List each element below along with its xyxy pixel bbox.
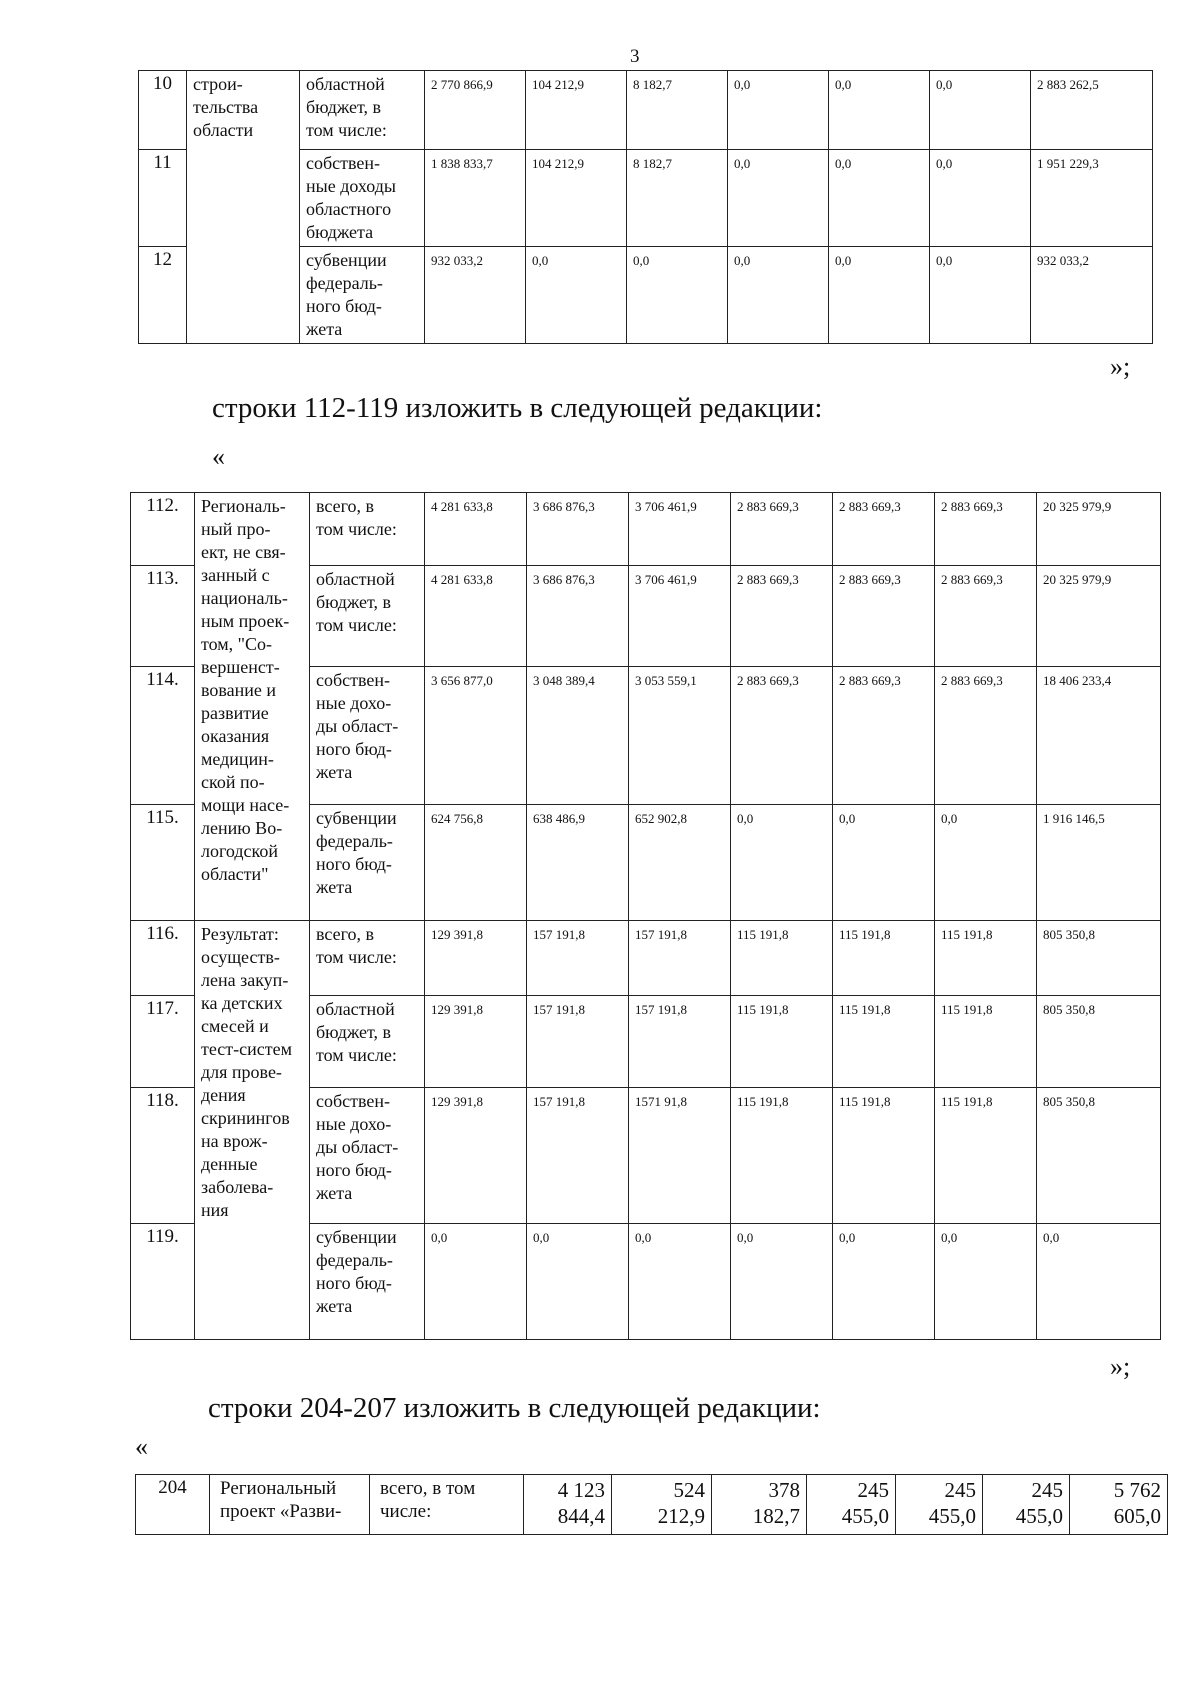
value-cell: 3 053 559,1: [629, 667, 731, 805]
value-cell: 104 212,9: [526, 71, 627, 150]
value-cell: 0,0: [829, 150, 930, 247]
total-cell: 18 406 233,4: [1037, 667, 1161, 805]
value-cell: 129 391,8: [425, 1088, 527, 1224]
value-cell: 115 191,8: [935, 1088, 1037, 1224]
total-cell: 1 951 229,3: [1031, 150, 1153, 247]
value-cell: 115 191,8: [935, 996, 1037, 1088]
value-cell: 2 883 669,3: [731, 566, 833, 667]
value-cell: 0,0: [425, 1224, 527, 1340]
value-cell: 115 191,8: [731, 1088, 833, 1224]
value-cell: 0,0: [627, 247, 728, 344]
total-cell: 805 350,8: [1037, 996, 1161, 1088]
value-cell: 2 883 669,3: [935, 493, 1037, 566]
section-name: строи- тельства области: [187, 71, 300, 344]
value-cell: 115 191,8: [833, 921, 935, 996]
total-cell: 2 883 262,5: [1031, 71, 1153, 150]
total-cell: 5 762 605,0: [1070, 1475, 1168, 1535]
total-cell: 805 350,8: [1037, 921, 1161, 996]
value-cell: 624 756,8: [425, 805, 527, 921]
value-cell: 0,0: [728, 247, 829, 344]
row-number: 115.: [131, 805, 195, 921]
budget-table-rows-112-119: [130, 492, 1161, 1340]
closing-quote: »;: [1110, 1352, 1131, 1381]
value-cell: 0,0: [930, 71, 1031, 150]
value-cell: 3 686 876,3: [527, 493, 629, 566]
value-cell: 638 486,9: [527, 805, 629, 921]
opening-quote: «: [212, 442, 225, 471]
value-cell: 3 048 389,4: [527, 667, 629, 805]
value-cell: 3 706 461,9: [629, 566, 731, 667]
value-cell: 115 191,8: [731, 921, 833, 996]
row-number: 112.: [131, 493, 195, 566]
row-number: 204: [136, 1475, 210, 1535]
value-cell: 2 883 669,3: [833, 493, 935, 566]
table-row: [136, 1475, 1168, 1535]
funding-source: собствен- ные доходы областного бюджета: [300, 150, 425, 247]
funding-source: собствен- ные дохо- ды област- ного бюд- жета: [310, 667, 425, 805]
funding-source: субвенции федераль- ного бюд- жета: [310, 1224, 425, 1340]
funding-source: областной бюджет, в том числе:: [310, 566, 425, 667]
row-number: 12: [139, 247, 187, 344]
opening-quote: «: [135, 1432, 148, 1461]
value-cell: 2 883 669,3: [731, 493, 833, 566]
value-cell: 104 212,9: [526, 150, 627, 247]
value-cell: 4 123 844,4: [524, 1475, 612, 1535]
section-heading: строки 204-207 изложить в следующей редакции:: [208, 1392, 821, 1424]
value-cell: 0,0: [527, 1224, 629, 1340]
value-cell: 157 191,8: [527, 1088, 629, 1224]
project-name: Региональный проект «Разви-: [210, 1475, 370, 1535]
page-number: 3: [630, 46, 640, 67]
value-cell: 0,0: [526, 247, 627, 344]
value-cell: 8 182,7: [627, 150, 728, 247]
total-cell: 1 916 146,5: [1037, 805, 1161, 921]
value-cell: 0,0: [930, 150, 1031, 247]
value-cell: 0,0: [833, 805, 935, 921]
value-cell: 4 281 633,8: [425, 566, 527, 667]
funding-source: собствен- ные дохо- ды област- ного бюд- жета: [310, 1088, 425, 1224]
value-cell: 932 033,2: [425, 247, 526, 344]
value-cell: 652 902,8: [629, 805, 731, 921]
value-cell: 245 455,0: [807, 1475, 896, 1535]
total-cell: 805 350,8: [1037, 1088, 1161, 1224]
value-cell: 115 191,8: [833, 1088, 935, 1224]
row-number: 117.: [131, 996, 195, 1088]
value-cell: 3 686 876,3: [527, 566, 629, 667]
value-cell: 0,0: [731, 1224, 833, 1340]
value-cell: 157 191,8: [629, 996, 731, 1088]
row-number: 119.: [131, 1224, 195, 1340]
value-cell: 4 281 633,8: [425, 493, 527, 566]
value-cell: 115 191,8: [935, 921, 1037, 996]
budget-table-rows-10-12: [138, 70, 1153, 344]
table-row: [131, 921, 1161, 996]
value-cell: 157 191,8: [527, 996, 629, 1088]
value-cell: 2 883 669,3: [833, 566, 935, 667]
value-cell: 129 391,8: [425, 996, 527, 1088]
total-cell: 20 325 979,9: [1037, 566, 1161, 667]
table-row: [131, 493, 1161, 566]
row-number: 116.: [131, 921, 195, 996]
row-number: 118.: [131, 1088, 195, 1224]
value-cell: 157 191,8: [629, 921, 731, 996]
section-heading: строки 112-119 изложить в следующей редакции:: [212, 392, 823, 424]
budget-table-row-204: [135, 1474, 1168, 1535]
total-cell: 20 325 979,9: [1037, 493, 1161, 566]
table-row: [139, 71, 1153, 150]
funding-source: областной бюджет, в том числе:: [300, 71, 425, 150]
value-cell: 0,0: [829, 71, 930, 150]
funding-source: всего, в том числе:: [370, 1475, 524, 1535]
value-cell: 0,0: [935, 1224, 1037, 1340]
project-name: Региональ- ный про- ект, не свя- занный с националь- ным проек- том, "Со- вершенст- вование и развитие оказания медицин- ской по- мощи насе- лению Во- логодской области": [195, 493, 310, 921]
value-cell: 1 838 833,7: [425, 150, 526, 247]
total-cell: 0,0: [1037, 1224, 1161, 1340]
value-cell: 8 182,7: [627, 71, 728, 150]
closing-quote: »;: [1110, 352, 1131, 381]
row-number: 10: [139, 71, 187, 150]
value-cell: 2 770 866,9: [425, 71, 526, 150]
value-cell: 245 455,0: [896, 1475, 983, 1535]
value-cell: 0,0: [728, 71, 829, 150]
row-number: 114.: [131, 667, 195, 805]
value-cell: 0,0: [829, 247, 930, 344]
value-cell: 0,0: [731, 805, 833, 921]
funding-source: субвенции федераль- ного бюд- жета: [310, 805, 425, 921]
value-cell: 1571 91,8: [629, 1088, 731, 1224]
funding-source: всего, в том числе:: [310, 921, 425, 996]
value-cell: 157 191,8: [527, 921, 629, 996]
value-cell: 115 191,8: [833, 996, 935, 1088]
value-cell: 2 883 669,3: [935, 566, 1037, 667]
value-cell: 0,0: [930, 247, 1031, 344]
value-cell: 115 191,8: [731, 996, 833, 1088]
total-cell: 932 033,2: [1031, 247, 1153, 344]
value-cell: 2 883 669,3: [833, 667, 935, 805]
value-cell: 2 883 669,3: [935, 667, 1037, 805]
value-cell: 245 455,0: [983, 1475, 1070, 1535]
value-cell: 129 391,8: [425, 921, 527, 996]
value-cell: 0,0: [833, 1224, 935, 1340]
value-cell: 524 212,9: [612, 1475, 712, 1535]
funding-source: областной бюджет, в том числе:: [310, 996, 425, 1088]
value-cell: 378 182,7: [712, 1475, 807, 1535]
result-name: Результат: осуществ- лена закуп- ка детских смесей и тест-систем для прове- дения скринингов на врож- денные заболева- ния: [195, 921, 310, 1340]
value-cell: 3 656 877,0: [425, 667, 527, 805]
funding-source: всего, в том числе:: [310, 493, 425, 566]
funding-source: субвенции федераль- ного бюд- жета: [300, 247, 425, 344]
value-cell: 0,0: [728, 150, 829, 247]
row-number: 113.: [131, 566, 195, 667]
value-cell: 2 883 669,3: [731, 667, 833, 805]
value-cell: 0,0: [629, 1224, 731, 1340]
row-number: 11: [139, 150, 187, 247]
value-cell: 3 706 461,9: [629, 493, 731, 566]
value-cell: 0,0: [935, 805, 1037, 921]
